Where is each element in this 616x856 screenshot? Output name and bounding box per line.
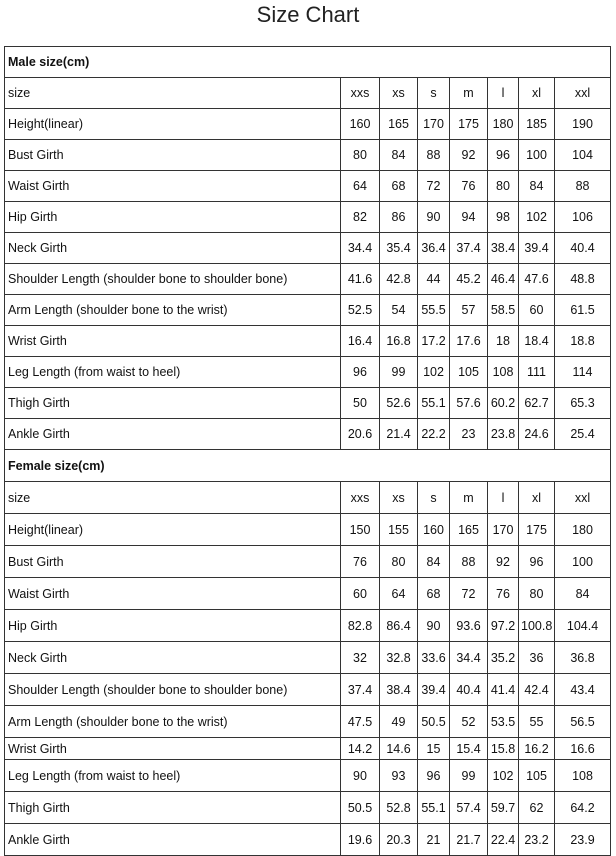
measurement-label: Waist Girth (5, 578, 341, 610)
measurement-value: 34.4 (341, 233, 380, 264)
measurement-value: 165 (450, 514, 488, 546)
measurement-value: 23 (450, 419, 488, 450)
measurement-value: 94 (450, 202, 488, 233)
table-row (5, 546, 611, 578)
measurement-value: 50.5 (341, 792, 380, 824)
measurement-value: 170 (418, 109, 450, 140)
measurement-value: 86.4 (380, 610, 418, 642)
measurement-label: Waist Girth (5, 171, 341, 202)
measurement-value: 57 (450, 295, 488, 326)
measurement-value: 76 (341, 546, 380, 578)
measurement-value: 68 (418, 578, 450, 610)
measurement-value: 20.3 (380, 824, 418, 856)
page-title: Size Chart (256, 2, 360, 27)
measurement-value: 17.2 (418, 326, 450, 357)
size-header-cell: xs (380, 78, 418, 109)
measurement-value: 37.4 (450, 233, 488, 264)
size-header-cell: xxl (555, 482, 611, 514)
size-header-cell: l (488, 78, 519, 109)
measurement-label: Ankle Girth (5, 824, 341, 856)
measurement-value: 88 (555, 171, 611, 202)
measurement-value: 64 (380, 578, 418, 610)
size-header-cell: xl (519, 78, 555, 109)
measurement-value: 35.4 (380, 233, 418, 264)
size-header-cell: s (418, 78, 450, 109)
measurement-value: 102 (418, 357, 450, 388)
measurement-value: 14.2 (341, 738, 380, 760)
female-section-heading: Female size(cm) (5, 450, 611, 482)
size-header-cell: m (450, 482, 488, 514)
measurement-value: 100 (519, 140, 555, 171)
measurement-label: Leg Length (from waist to heel) (5, 357, 341, 388)
measurement-value: 93 (380, 760, 418, 792)
measurement-value: 80 (519, 578, 555, 610)
measurement-value: 72 (418, 171, 450, 202)
measurement-value: 62.7 (519, 388, 555, 419)
measurement-value: 55.1 (418, 388, 450, 419)
measurement-value: 160 (341, 109, 380, 140)
table-row (5, 760, 611, 792)
measurement-value: 15.8 (488, 738, 519, 760)
measurement-value: 90 (418, 610, 450, 642)
measurement-value: 86 (380, 202, 418, 233)
measurement-value: 97.2 (488, 610, 519, 642)
measurement-value: 40.4 (450, 674, 488, 706)
male-size-header-row (5, 78, 611, 109)
measurement-value: 165 (380, 109, 418, 140)
measurement-value: 155 (380, 514, 418, 546)
table-row (5, 792, 611, 824)
table-row (5, 295, 611, 326)
measurement-value: 96 (341, 357, 380, 388)
measurement-label: Bust Girth (5, 546, 341, 578)
measurement-value: 36.8 (555, 642, 611, 674)
measurement-value: 17.6 (450, 326, 488, 357)
measurement-value: 53.5 (488, 706, 519, 738)
measurement-value: 92 (450, 140, 488, 171)
table-row (5, 642, 611, 674)
measurement-value: 24.6 (519, 419, 555, 450)
measurement-value: 76 (488, 578, 519, 610)
measurement-value: 82 (341, 202, 380, 233)
size-header-cell: xxl (555, 78, 611, 109)
measurement-value: 175 (450, 109, 488, 140)
measurement-value: 92 (488, 546, 519, 578)
measurement-value: 52.5 (341, 295, 380, 326)
measurement-value: 42.8 (380, 264, 418, 295)
table-row (5, 706, 611, 738)
measurement-value: 21 (418, 824, 450, 856)
measurement-value: 55 (519, 706, 555, 738)
male-section-heading-row (5, 47, 611, 78)
table-row (5, 388, 611, 419)
size-chart-body (5, 47, 611, 856)
female-section-heading-row (5, 450, 611, 482)
measurement-value: 18.4 (519, 326, 555, 357)
measurement-value: 52.6 (380, 388, 418, 419)
male-section-heading: Male size(cm) (5, 47, 611, 78)
table-row (5, 419, 611, 450)
measurement-value: 36 (519, 642, 555, 674)
measurement-value: 40.4 (555, 233, 611, 264)
measurement-value: 34.4 (450, 642, 488, 674)
measurement-value: 175 (519, 514, 555, 546)
measurement-value: 100 (555, 546, 611, 578)
measurement-value: 76 (450, 171, 488, 202)
measurement-label: Wrist Girth (5, 326, 341, 357)
measurement-value: 44 (418, 264, 450, 295)
measurement-value: 50.5 (418, 706, 450, 738)
measurement-value: 84 (555, 578, 611, 610)
measurement-value: 32.8 (380, 642, 418, 674)
measurement-value: 46.4 (488, 264, 519, 295)
measurement-value: 100.8 (519, 610, 555, 642)
table-row (5, 610, 611, 642)
measurement-label: Height(linear) (5, 109, 341, 140)
measurement-value: 14.6 (380, 738, 418, 760)
measurement-value: 18.8 (555, 326, 611, 357)
measurement-value: 99 (380, 357, 418, 388)
measurement-value: 88 (450, 546, 488, 578)
measurement-value: 72 (450, 578, 488, 610)
measurement-value: 99 (450, 760, 488, 792)
table-row (5, 674, 611, 706)
measurement-value: 170 (488, 514, 519, 546)
measurement-value: 60 (341, 578, 380, 610)
measurement-value: 25.4 (555, 419, 611, 450)
measurement-value: 90 (418, 202, 450, 233)
measurement-value: 80 (488, 171, 519, 202)
measurement-value: 96 (488, 140, 519, 171)
table-row (5, 514, 611, 546)
size-header-cell: xs (380, 482, 418, 514)
size-header-cell: xxs (341, 78, 380, 109)
measurement-label: Shoulder Length (shoulder bone to shoulder bone) (5, 264, 341, 295)
size-chart-table (4, 46, 611, 856)
measurement-value: 21.7 (450, 824, 488, 856)
measurement-value: 33.6 (418, 642, 450, 674)
measurement-value: 16.4 (341, 326, 380, 357)
measurement-label: Hip Girth (5, 202, 341, 233)
measurement-value: 105 (519, 760, 555, 792)
measurement-value: 56.5 (555, 706, 611, 738)
measurement-value: 150 (341, 514, 380, 546)
measurement-value: 190 (555, 109, 611, 140)
measurement-value: 57.4 (450, 792, 488, 824)
table-row (5, 824, 611, 856)
measurement-value: 41.6 (341, 264, 380, 295)
measurement-value: 60.2 (488, 388, 519, 419)
measurement-value: 52 (450, 706, 488, 738)
size-header-cell: xxs (341, 482, 380, 514)
measurement-value: 65.3 (555, 388, 611, 419)
measurement-value: 62 (519, 792, 555, 824)
size-header-label: size (5, 482, 341, 514)
measurement-value: 60 (519, 295, 555, 326)
measurement-value: 16.8 (380, 326, 418, 357)
measurement-value: 22.4 (488, 824, 519, 856)
measurement-value: 18 (488, 326, 519, 357)
measurement-value: 16.2 (519, 738, 555, 760)
measurement-value: 20.6 (341, 419, 380, 450)
measurement-value: 180 (488, 109, 519, 140)
measurement-value: 96 (519, 546, 555, 578)
measurement-value: 68 (380, 171, 418, 202)
measurement-value: 84 (418, 546, 450, 578)
measurement-value: 160 (418, 514, 450, 546)
measurement-label: Shoulder Length (shoulder bone to shoulder bone) (5, 674, 341, 706)
measurement-value: 98 (488, 202, 519, 233)
measurement-value: 58.5 (488, 295, 519, 326)
measurement-value: 41.4 (488, 674, 519, 706)
measurement-value: 42.4 (519, 674, 555, 706)
measurement-value: 37.4 (341, 674, 380, 706)
measurement-value: 106 (555, 202, 611, 233)
measurement-value: 80 (380, 546, 418, 578)
size-header-label: size (5, 78, 341, 109)
measurement-value: 185 (519, 109, 555, 140)
table-row (5, 578, 611, 610)
measurement-value: 104 (555, 140, 611, 171)
table-row (5, 140, 611, 171)
measurement-value: 61.5 (555, 295, 611, 326)
measurement-value: 45.2 (450, 264, 488, 295)
measurement-value: 88 (418, 140, 450, 171)
measurement-value: 105 (450, 357, 488, 388)
size-header-cell: m (450, 78, 488, 109)
measurement-label: Ankle Girth (5, 419, 341, 450)
measurement-value: 114 (555, 357, 611, 388)
measurement-value: 22.2 (418, 419, 450, 450)
measurement-label: Wrist Girth (5, 738, 341, 760)
measurement-value: 39.4 (519, 233, 555, 264)
measurement-value: 64.2 (555, 792, 611, 824)
measurement-value: 96 (418, 760, 450, 792)
measurement-value: 16.6 (555, 738, 611, 760)
measurement-value: 180 (555, 514, 611, 546)
measurement-label: Bust Girth (5, 140, 341, 171)
table-row (5, 233, 611, 264)
measurement-value: 52.8 (380, 792, 418, 824)
measurement-value: 93.6 (450, 610, 488, 642)
size-header-cell: s (418, 482, 450, 514)
measurement-value: 47.5 (341, 706, 380, 738)
measurement-value: 54 (380, 295, 418, 326)
measurement-value: 38.4 (488, 233, 519, 264)
measurement-value: 84 (519, 171, 555, 202)
table-row (5, 109, 611, 140)
measurement-value: 23.9 (555, 824, 611, 856)
measurement-value: 15 (418, 738, 450, 760)
measurement-value: 35.2 (488, 642, 519, 674)
measurement-value: 48.8 (555, 264, 611, 295)
measurement-value: 59.7 (488, 792, 519, 824)
measurement-value: 104.4 (555, 610, 611, 642)
measurement-value: 57.6 (450, 388, 488, 419)
measurement-value: 39.4 (418, 674, 450, 706)
table-row (5, 738, 611, 760)
size-header-cell: xl (519, 482, 555, 514)
measurement-value: 43.4 (555, 674, 611, 706)
measurement-value: 21.4 (380, 419, 418, 450)
measurement-value: 55.1 (418, 792, 450, 824)
measurement-value: 108 (555, 760, 611, 792)
measurement-value: 38.4 (380, 674, 418, 706)
measurement-value: 82.8 (341, 610, 380, 642)
table-row (5, 202, 611, 233)
measurement-value: 36.4 (418, 233, 450, 264)
measurement-value: 111 (519, 357, 555, 388)
measurement-value: 23.8 (488, 419, 519, 450)
measurement-value: 55.5 (418, 295, 450, 326)
measurement-value: 49 (380, 706, 418, 738)
measurement-value: 84 (380, 140, 418, 171)
measurement-value: 32 (341, 642, 380, 674)
table-row (5, 357, 611, 388)
measurement-label: Hip Girth (5, 610, 341, 642)
measurement-value: 102 (519, 202, 555, 233)
measurement-value: 15.4 (450, 738, 488, 760)
size-header-cell: l (488, 482, 519, 514)
measurement-label: Leg Length (from waist to heel) (5, 760, 341, 792)
measurement-label: Arm Length (shoulder bone to the wrist) (5, 295, 341, 326)
measurement-value: 23.2 (519, 824, 555, 856)
measurement-value: 47.6 (519, 264, 555, 295)
measurement-label: Neck Girth (5, 642, 341, 674)
female-size-header-row (5, 482, 611, 514)
measurement-value: 90 (341, 760, 380, 792)
table-row (5, 326, 611, 357)
measurement-value: 19.6 (341, 824, 380, 856)
table-row (5, 264, 611, 295)
measurement-label: Arm Length (shoulder bone to the wrist) (5, 706, 341, 738)
measurement-label: Height(linear) (5, 514, 341, 546)
measurement-value: 80 (341, 140, 380, 171)
measurement-value: 50 (341, 388, 380, 419)
measurement-value: 102 (488, 760, 519, 792)
table-row (5, 171, 611, 202)
measurement-value: 64 (341, 171, 380, 202)
measurement-value: 108 (488, 357, 519, 388)
measurement-label: Thigh Girth (5, 388, 341, 419)
measurement-label: Neck Girth (5, 233, 341, 264)
measurement-label: Thigh Girth (5, 792, 341, 824)
